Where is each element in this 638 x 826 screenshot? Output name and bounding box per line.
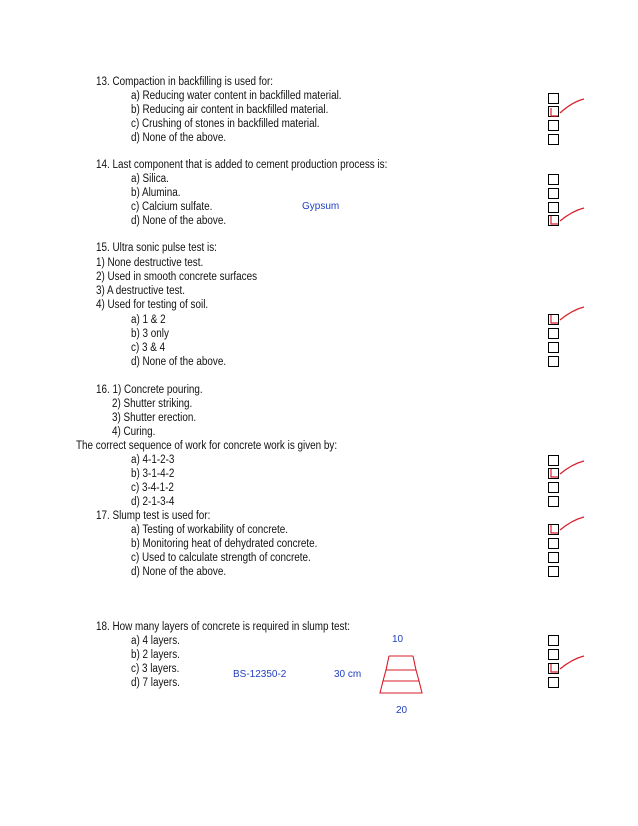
question-16-stem: 16. 1) Concrete pouring. bbox=[96, 384, 203, 396]
question-16-option-d: d) 2-1-3-4 bbox=[131, 496, 175, 508]
question-16-option-a: a) 4-1-2-3 bbox=[131, 454, 175, 466]
question-14-option-d: d) None of the above. bbox=[131, 215, 227, 227]
question-13-option-c: c) Crushing of stones in backfilled material. bbox=[131, 118, 320, 130]
slump-cone-sketch bbox=[380, 656, 422, 693]
question-15-stem: 15. Ultra sonic pulse test is: bbox=[96, 242, 217, 254]
question-14-stem: 14. Last component that is added to cement production process is: bbox=[96, 159, 388, 171]
check-mark-q18 bbox=[551, 656, 584, 672]
question-15-option-a: a) 1 & 2 bbox=[131, 314, 166, 326]
question-18-option-c: c) 3 layers. bbox=[131, 663, 180, 675]
standard-reference: BS-12350-2 bbox=[233, 669, 287, 680]
check-mark-q13 bbox=[551, 99, 584, 116]
check-mark-q14 bbox=[551, 208, 584, 224]
question-14-option-a: a) Silica. bbox=[131, 173, 169, 185]
question-14-option-b: b) Alumina. bbox=[131, 187, 181, 199]
question-16-option-c: c) 3-4-1-2 bbox=[131, 482, 174, 494]
question-17-option-a: a) Testing of workability of concrete. bbox=[131, 524, 289, 536]
question-15-option-d: d) None of the above. bbox=[131, 356, 227, 368]
question-15-statement-1: 1) None destructive test. bbox=[96, 257, 204, 269]
question-13-stem: 13. Compaction in backfilling is used for: bbox=[96, 76, 274, 88]
question-15-option-b: b) 3 only bbox=[131, 328, 169, 340]
question-17-option-b: b) Monitoring heat of dehydrated concrete. bbox=[131, 538, 318, 550]
question-17-stem: 17. Slump test is used for: bbox=[96, 510, 211, 522]
question-15-option-c: c) 3 & 4 bbox=[131, 342, 166, 354]
slump-cone-height: 30 cm bbox=[334, 669, 362, 680]
question-15-statement-4: 4) Used for testing of soil. bbox=[96, 299, 209, 311]
question-13-option-d: d) None of the above. bbox=[131, 132, 227, 144]
handwritten-note-gypsum: Gypsum bbox=[302, 201, 340, 212]
question-15-statement-2: 2) Used in smooth concrete surfaces bbox=[96, 271, 258, 283]
check-mark-q16 bbox=[551, 461, 584, 477]
check-mark-q17 bbox=[551, 517, 584, 533]
question-16-step-3: 3) Shutter erection. bbox=[112, 412, 197, 424]
check-mark-q15 bbox=[551, 307, 584, 323]
question-18-option-b: b) 2 layers. bbox=[131, 649, 180, 661]
question-18-stem: 18. How many layers of concrete is required in slump test: bbox=[96, 621, 350, 633]
question-16-step-2: 2) Shutter striking. bbox=[112, 398, 193, 410]
question-16-prompt: The correct sequence of work for concrete work is given by: bbox=[76, 440, 338, 452]
question-18-option-a: a) 4 layers. bbox=[131, 635, 180, 647]
slump-cone-top-diameter: 10 bbox=[392, 634, 404, 645]
question-14-option-c: c) Calcium sulfate. bbox=[131, 201, 213, 213]
question-15-statement-3: 3) A destructive test. bbox=[96, 285, 186, 297]
question-17-option-c: c) Used to calculate strength of concrete. bbox=[131, 552, 311, 564]
question-18-option-d: d) 7 layers. bbox=[131, 677, 180, 689]
question-16-step-4: 4) Curing. bbox=[112, 426, 156, 438]
question-17-option-d: d) None of the above. bbox=[131, 566, 227, 578]
question-13-option-a: a) Reducing water content in backfilled material. bbox=[131, 90, 342, 102]
slump-cone-bottom-diameter: 20 bbox=[396, 705, 408, 716]
question-13-option-b: b) Reducing air content in backfilled material. bbox=[131, 104, 329, 116]
question-16-option-b: b) 3-1-4-2 bbox=[131, 468, 175, 480]
